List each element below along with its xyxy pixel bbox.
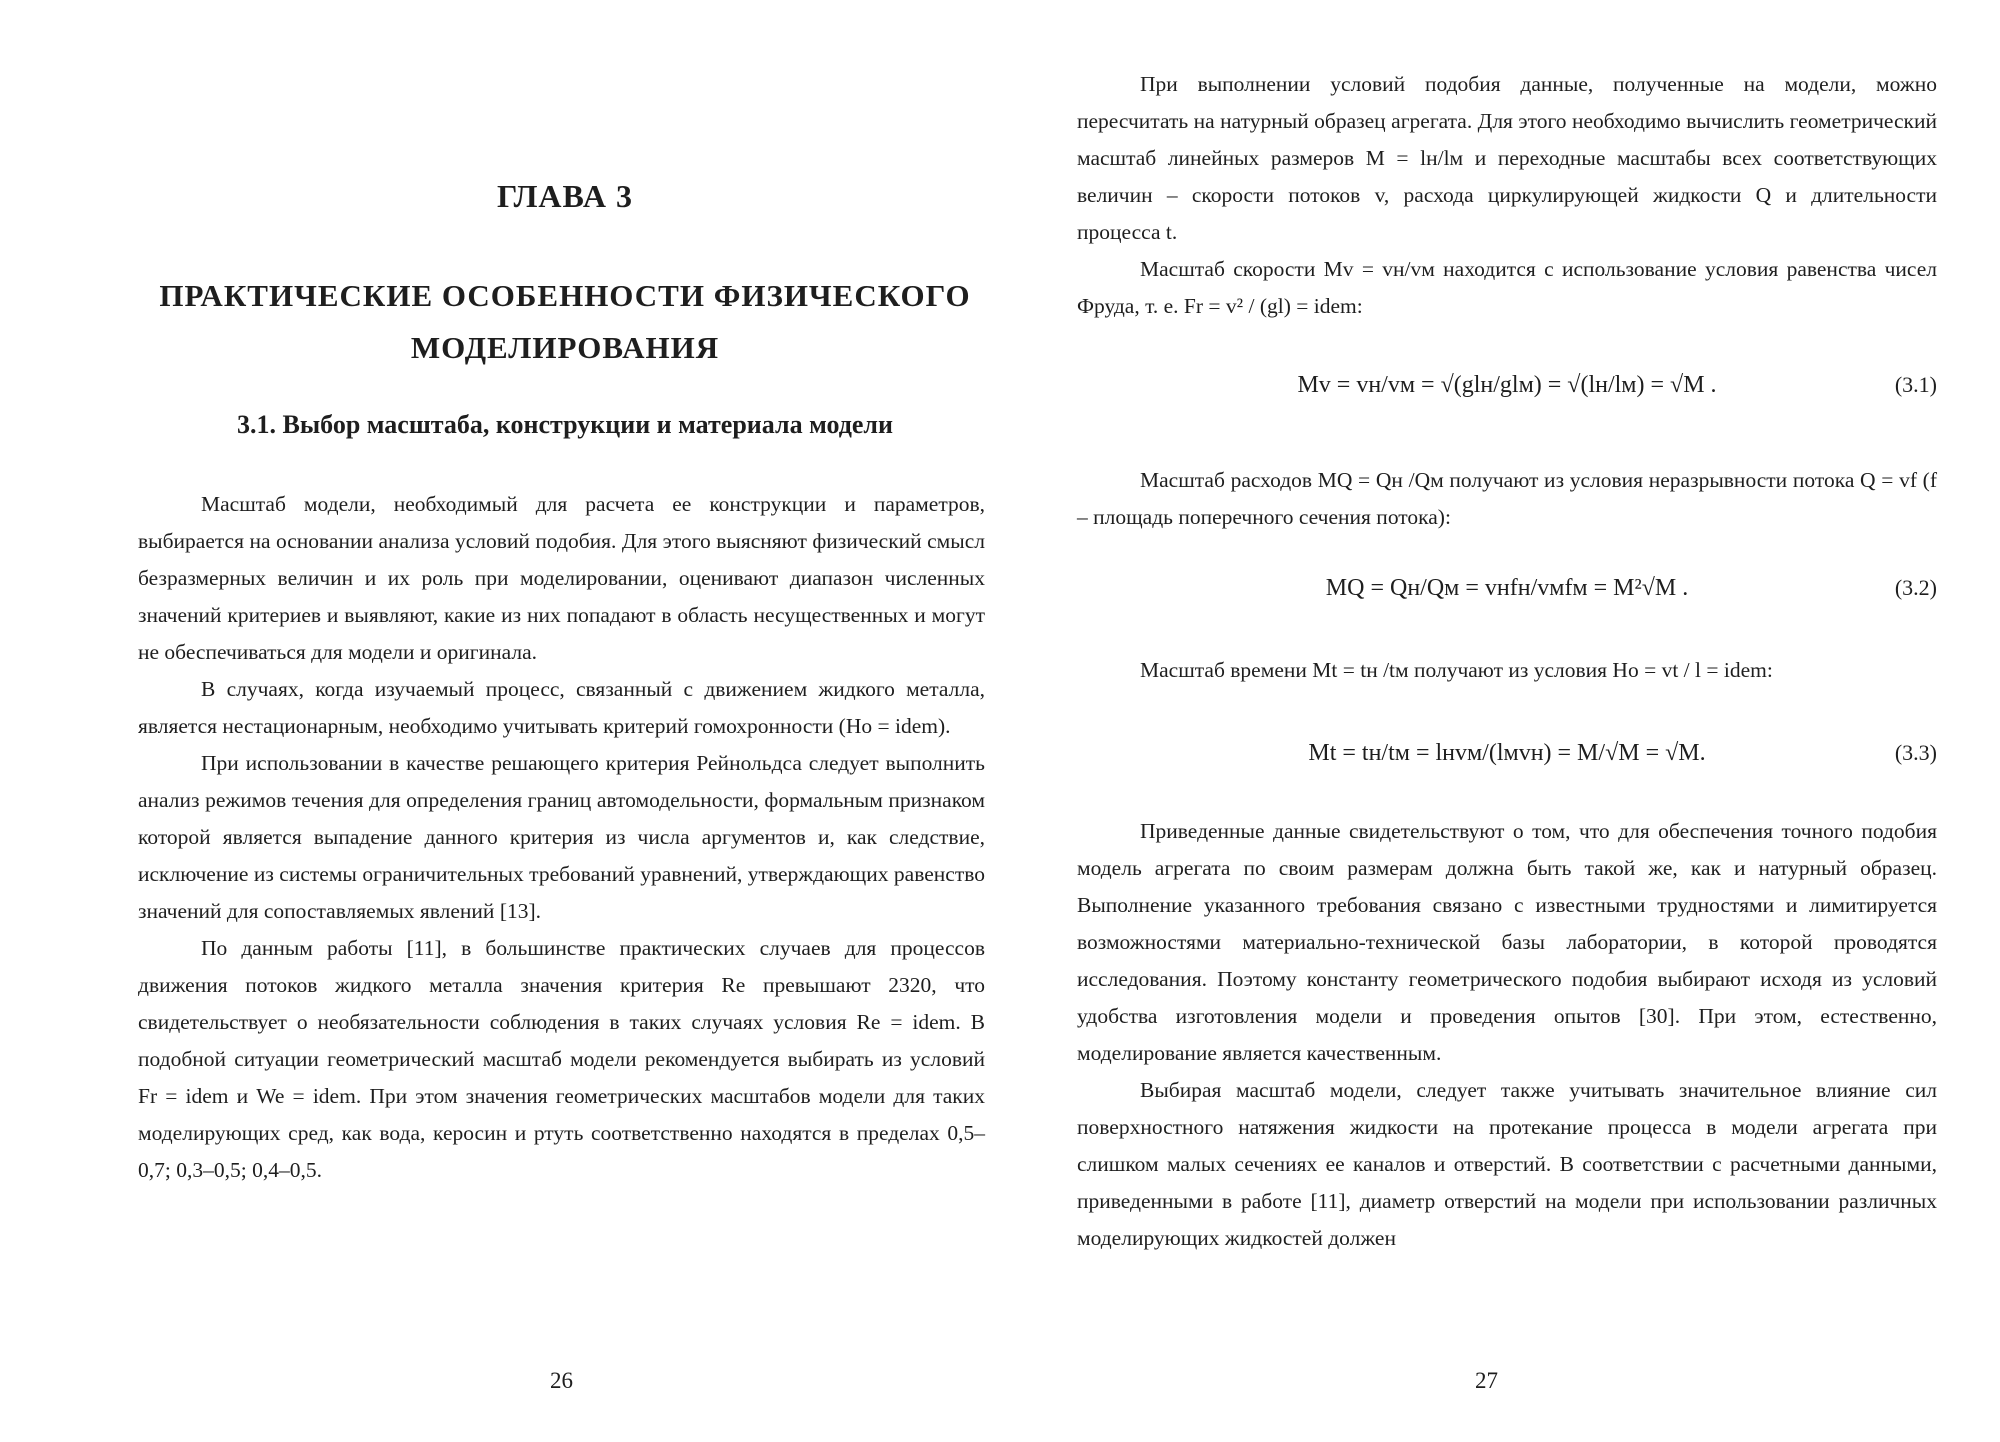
right-text-block: [1077, 652, 1937, 689]
paragraph: При использовании в качестве решающего критерия Рейнольдса следует выполнить анализ режимов течения для определения границ автомодельности, формальным признаком которой является выпадение данного критерия из числа аргументов и, как следствие, исключение из системы ограничительных требований уравнений, утверждающих равенство значений для сопоставляемых явлений [13].: [138, 751, 985, 923]
paragraph: Приведенные данные свидетельствуют о том, что для обеспечения точного подобия модель агрегата по своим размерам должна быть такой же, как и натурный образец. Выполнение указанного требования связано с известными трудностями и лимитируется возможностями материально-технической базы лаборатории, в которой проводятся исследования. Поэтому константу геометрического подобия выбирают исходя из условий удобства изготовления модели и проведения опытов [30]. При этом, естественно, моделирование является качественным.: [1077, 819, 1937, 1065]
page-number-right: 27: [1475, 1368, 1498, 1393]
formula-expression: Мv = vн/vм = √(glн/glм) = √(lн/lм) = √М .: [1297, 372, 1717, 398]
chapter-title: ПРАКТИЧЕСКИЕ ОСОБЕННОСТИ ФИЗИЧЕСКОГО МОДЕЛИРОВАНИЯ: [159, 278, 971, 365]
formula-3-3: [1077, 740, 1937, 780]
formula-3-2: [1077, 575, 1937, 615]
paragraph: Масштаб времени Mt = tн /tм получают из условия Ho = vt / l = idem:: [1140, 658, 1773, 682]
formula-number: (3.3): [1894, 740, 1937, 765]
formula-expression: Мt = tн/tм = lнvм/(lмvн) = М/√М = √М.: [1308, 740, 1706, 766]
paragraph: Масштаб расходов MQ = Qн /Qм получают из условия неразрывности потока Q = vf (f – площадь поперечного сечения потока):: [1077, 468, 1937, 529]
formula-expression: МQ = Qн/Qм = vнfн/vмfм = М²√М .: [1325, 575, 1689, 601]
paragraph: В случаях, когда изучаемый процесс, связанный с движением жидкого металла, является нестационарным, необходимо учитывать критерий гомохронности (Ho = idem).: [138, 677, 985, 738]
chapter-label: ГЛАВА 3: [497, 178, 633, 214]
paragraph: Масштаб скорости Mv = vн/vм находится с использование условия равенства чисел Фруда, т. е. Fr = v² / (gl) = idem:: [1077, 257, 1937, 318]
right-intro-text: [1077, 66, 1937, 325]
right-conclusion-text: [1077, 813, 1937, 1257]
paragraph: При выполнении условий подобия данные, полученные на модели, можно пересчитать на натурный образец агрегата. Для этого необходимо вычислить геометрический масштаб линейных размеров М = lн/lм и переходные масштабы всех соответствующих величин – скорости потоков v, расхода циркулирующей жидкости Q и длительности процесса t.: [1077, 72, 1937, 244]
right-text-block: [1077, 462, 1937, 536]
paragraph: Масштаб модели, необходимый для расчета ее конструкции и параметров, выбирается на основании анализа условий подобия. Для этого выясняют физический смысл безразмерных величин и их роль при моделировании, оценивают диапазон численных значений критериев и выявляют, какие из них попадают в область несущественных и могут не обеспечиваться для модели и оригинала.: [138, 492, 985, 664]
section-title: 3.1. Выбор масштаба, конструкции и материала модели: [237, 410, 893, 439]
formula-number: (3.1): [1894, 372, 1937, 397]
formula-number: (3.2): [1894, 575, 1937, 600]
formula-3-1: [1077, 372, 1937, 412]
page-number-left: 26: [550, 1368, 573, 1393]
left-body-text: [138, 486, 985, 1189]
paragraph: Выбирая масштаб модели, следует также учитывать значительное влияние сил поверхностного натяжения жидкости на протекание процесса в модели агрегата при слишком малых сечениях ее каналов и отверстий. В соответствии с расчетными данными, приведенными в работе [11], диаметр отверстий на модели при использовании различных моделирующих жидкостей должен: [1077, 1078, 1937, 1250]
paragraph: По данным работы [11], в большинстве практических случаев для процессов движения потоков жидкого металла значения критерия Re превышают 2320, что свидетельствует о необязательности соблюдения в таких случаях условия Re = idem. В подобной ситуации геометрический масштаб модели рекомендуется выбирать из условий Fr = idem и We = idem. При этом значения геометрических масштабов модели для таких моделирующих сред, как вода, керосин и ртуть соответственно находятся в пределах 0,5–0,7; 0,3–0,5; 0,4–0,5.: [138, 936, 985, 1182]
